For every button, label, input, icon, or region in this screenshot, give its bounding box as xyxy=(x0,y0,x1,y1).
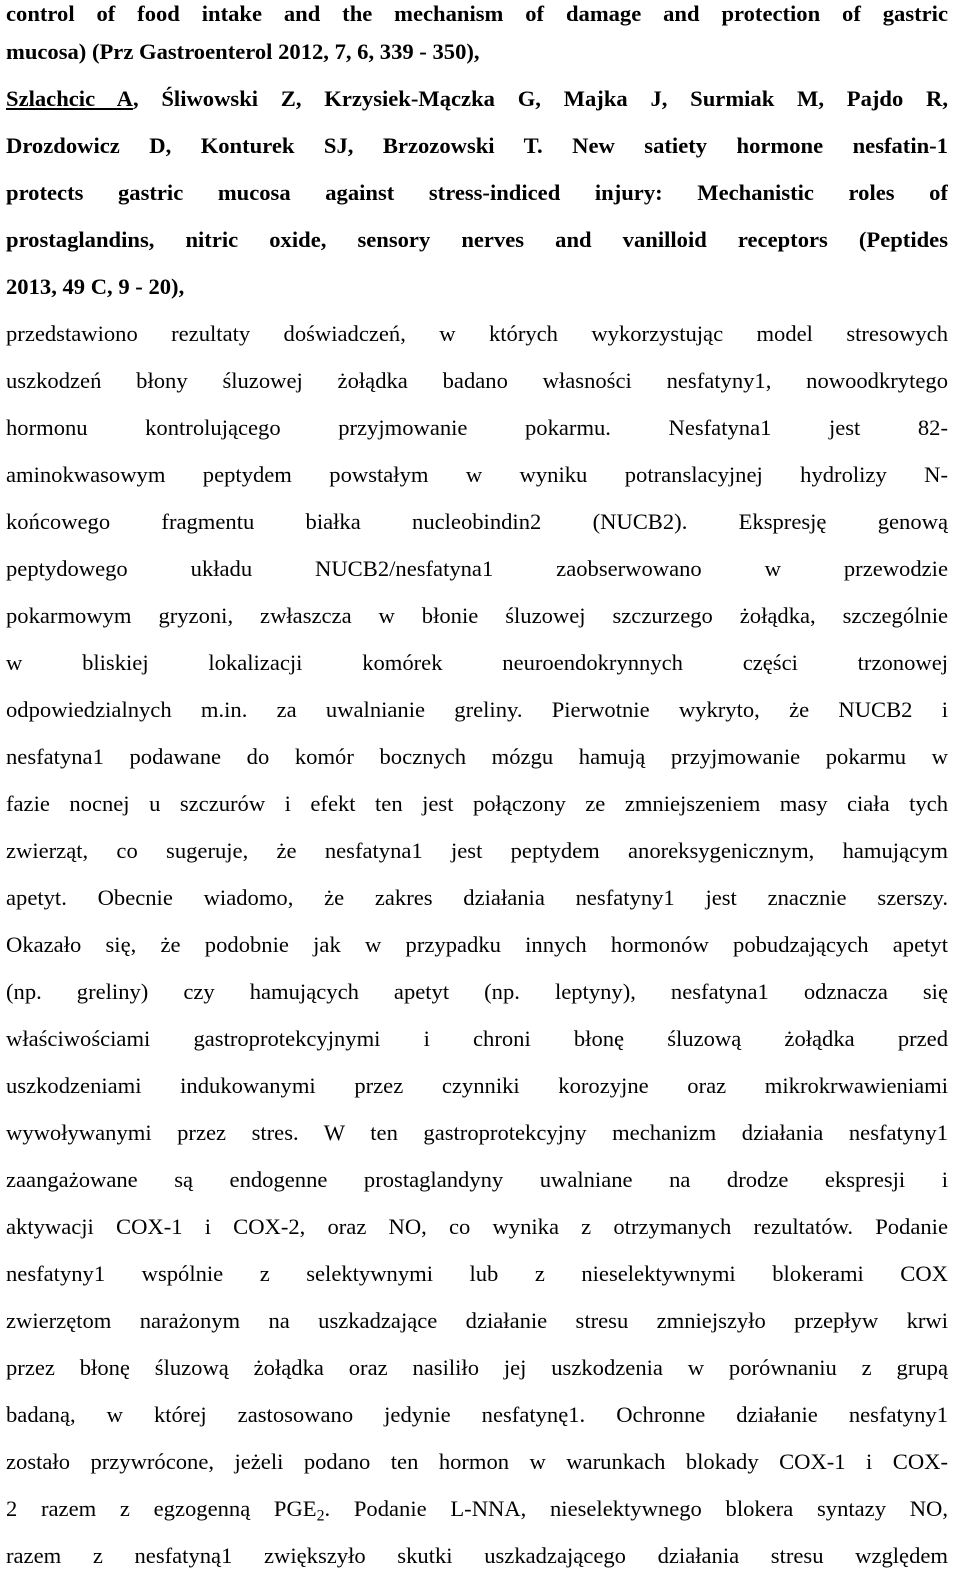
paragraph-line-pge xyxy=(6,1485,948,1532)
paragraph-line: zwierząt, co sugeruje, że nesfatyna1 jest peptydem anoreksygenicznym, hamującym xyxy=(6,838,948,863)
citation-line-1: control of food intake and the mechanism of damage and protection of gastric xyxy=(6,1,948,26)
paragraph-line: właściwościami gastroprotekcyjnymi i chroni błonę śluzową żołądka przed xyxy=(6,1026,948,1051)
underlined-author: Szlachcic A xyxy=(6,86,133,111)
paragraph-line: (np. greliny) czy hamujących apetyt (np. leptyny), nesfatyna1 odznacza się xyxy=(6,979,948,1004)
citation-line-5: protects gastric mucosa against stress-indiced injury: Mechanistic roles of xyxy=(6,180,948,205)
paragraph-line: wywoływanymi przez stres. W ten gastroprotekcyjny mechanizm działania nesfatyny1 xyxy=(6,1120,948,1145)
paragraph-line: przedstawiono rezultaty doświadczeń, w których wykorzystując model stresowych xyxy=(6,321,948,346)
paragraph-line: uszkodzeniami indukowanymi przez czynniki korozyjne oraz mikrokrwawieniami xyxy=(6,1073,948,1098)
pge-text-before: 2 razem z egzogenną PGE xyxy=(6,1496,317,1521)
paragraph-body xyxy=(6,310,948,1485)
pge-text-after: . Podanie L-NNA, nieselektywnego blokera syntazy NO, xyxy=(324,1496,948,1521)
citation-line-7: 2013, 49 C, 9 - 20), xyxy=(6,274,185,299)
paragraph-line: peptydowego układu NUCB2/nesfatyna1 zaobserwowano w przewodzie xyxy=(6,556,948,581)
paragraph-line: hormonu kontrolującego przyjmowanie pokarmu. Nesfatyna1 jest 82- xyxy=(6,415,948,440)
paragraph-line: zwierzętom narażonym na uszkadzające działanie stresu zmniejszyło przepływ krwi xyxy=(6,1308,948,1333)
paragraph-line: fazie nocnej u szczurów i efekt ten jest połączony ze zmniejszeniem masy ciała tych xyxy=(6,791,948,816)
paragraph-line: Okazało się, że podobnie jak w przypadku innych hormonów pobudzających apetyt xyxy=(6,932,948,957)
paragraph-line: przez błonę śluzową żołądka oraz nasiliło jej uszkodzenia w porównaniu z grupą xyxy=(6,1355,948,1380)
paragraph-line: badaną, w której zastosowano jedynie nesfatynę1. Ochronne działanie nesfatyny1 xyxy=(6,1402,948,1427)
paragraph-line: nesfatyny1 wspólnie z selektywnymi lub z nieselektywnymi blokerami COX xyxy=(6,1261,948,1286)
paragraph-line: w bliskiej lokalizacji komórek neuroendokrynnych części trzonowej xyxy=(6,650,948,675)
paragraph-line: uszkodzeń błony śluzowej żołądka badano własności nesfatyny1, nowoodkrytego xyxy=(6,368,948,393)
citation-line-4: Drozdowicz D, Konturek SJ, Brzozowski T. New satiety hormone nesfatin-1 xyxy=(6,133,948,158)
paragraph-line: zaangażowane są endogenne prostaglandyny uwalniane na drodze ekspresji i xyxy=(6,1167,948,1192)
paragraph-line-last: razem z nesfatyną1 zwiększyło skutki uszkadzającego działania stresu względem xyxy=(6,1543,948,1568)
authors-rest: , Śliwowski Z, Krzysiek-Mączka G, Majka J, Surmiak M, Pajdo R, xyxy=(132,86,948,111)
pge-subscript: 2 xyxy=(316,1507,325,1525)
paragraph-line: zostało przywrócone, jeżeli podano ten hormon w warunkach blokady COX-1 i COX- xyxy=(6,1449,948,1474)
paragraph-line: aminokwasowym peptydem powstałym w wyniku potranslacyjnej hydrolizy N- xyxy=(6,462,948,487)
paragraph-line: końcowego fragmentu białka nucleobindin2 (NUCB2). Ekspresję genową xyxy=(6,509,948,534)
paragraph-line: odpowiedzialnych m.in. za uwalnianie greliny. Pierwotnie wykryto, że NUCB2 i xyxy=(6,697,948,722)
paragraph-line: aktywacji COX-1 i COX-2, oraz NO, co wynika z otrzymanych rezultatów. Podanie xyxy=(6,1214,948,1239)
citation-line-2: mucosa) (Prz Gastroenterol 2012, 7, 6, 339 - 350), xyxy=(6,39,480,64)
paragraph-line: apetyt. Obecnie wiadomo, że zakres działania nesfatyny1 jest znacznie szerszy. xyxy=(6,885,948,910)
paragraph-line: pokarmowym gryzoni, zwłaszcza w błonie śluzowej szczurzego żołądka, szczególnie xyxy=(6,603,948,628)
paragraph-line: nesfatyna1 podawane do komór bocznych mózgu hamują przyjmowanie pokarmu w xyxy=(6,744,948,769)
citation-authors-line xyxy=(6,75,948,122)
citation-line-6: prostaglandins, nitric oxide, sensory nerves and vanilloid receptors (Peptides xyxy=(6,227,948,252)
